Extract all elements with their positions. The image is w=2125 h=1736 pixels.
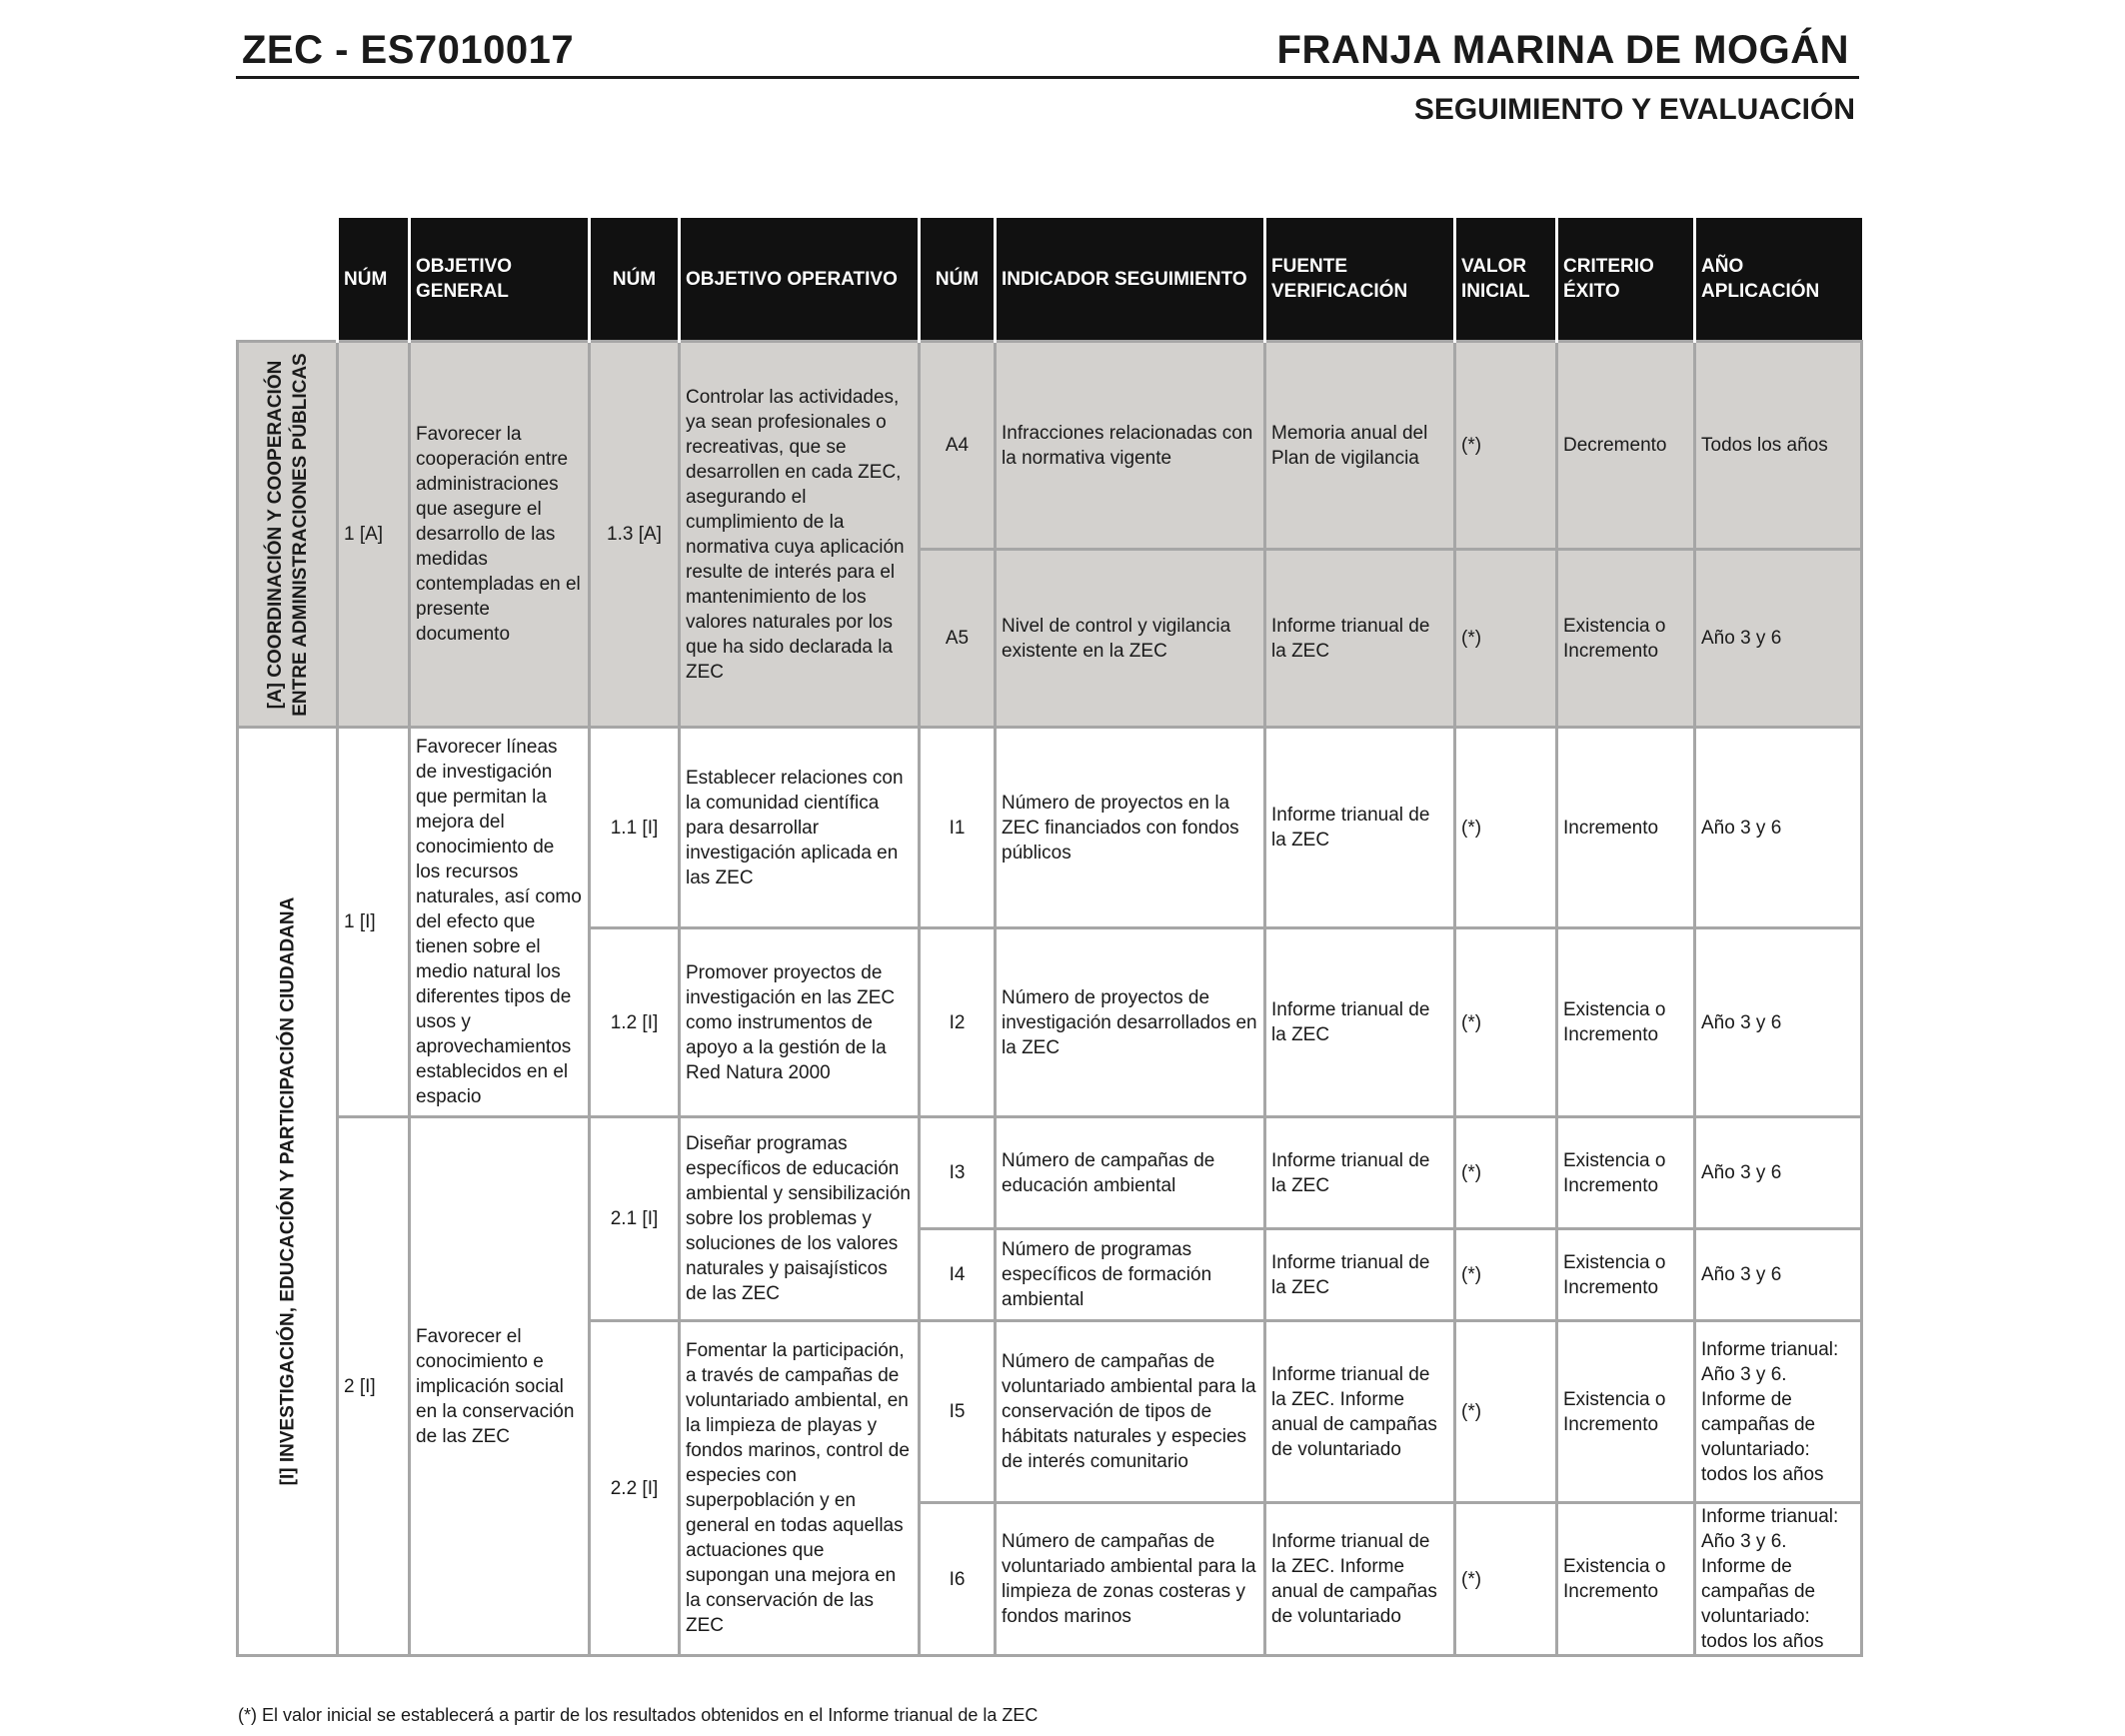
- indicator-text: Número de campañas de voluntariado ambiental para la limpieza de zonas costeras y fondos marinos: [996, 1503, 1265, 1656]
- col-num-general: NÚM: [338, 218, 410, 342]
- col-anio: AÑO APLICACIÓN: [1695, 218, 1862, 342]
- success-criterion: Existencia o Incremento: [1557, 928, 1695, 1117]
- success-criterion: Existencia o Incremento: [1557, 1321, 1695, 1503]
- zec-name-title: FRANJA MARINA DE MOGÁN: [1276, 28, 1849, 72]
- oo-num: 2.2 [I]: [590, 1321, 680, 1656]
- header-blank-cell: [238, 218, 338, 342]
- col-objetivo-general: OBJETIVO GENERAL: [410, 218, 590, 342]
- indicator-text: Infracciones relacionadas con la normativa vigente: [996, 342, 1265, 550]
- source-text: Informe trianual de la ZEC. Informe anual de campañas de voluntariado: [1265, 1503, 1455, 1656]
- application-year: Todos los años: [1695, 342, 1862, 550]
- indicator-code: I1: [920, 728, 996, 928]
- application-year: Año 3 y 6: [1695, 550, 1862, 728]
- document-header: [236, 28, 1859, 79]
- initial-value: (*): [1455, 1503, 1557, 1656]
- source-text: Informe trianual de la ZEC: [1265, 728, 1455, 928]
- zec-code-title: ZEC - ES7010017: [242, 28, 575, 72]
- application-year: Informe trianual: Año 3 y 6. Informe de campañas de voluntariado: todos los años: [1695, 1503, 1862, 1656]
- og-num: 1 [I]: [338, 728, 410, 1117]
- oo-text: Controlar las actividades, ya sean profesionales o recreativas, que se desarrollen en cada ZEC, asegurando el cumplimiento de la normativa cuya aplicación resulte de interés para el mantenimiento de los valores naturales por los que ha sido declarada la ZEC: [680, 342, 920, 728]
- indicator-code: I2: [920, 928, 996, 1117]
- monitoring-table: [236, 218, 1863, 1657]
- oo-num: 1.3 [A]: [590, 342, 680, 728]
- oo-text: Fomentar la participación, a través de campañas de voluntariado ambiental, en la limpieza de playas y fondos marinos, control de especies con superpoblación y en general en todas aquellas actuaciones que supongan una mejora en la conservación de las ZEC: [680, 1321, 920, 1656]
- source-text: Informe trianual de la ZEC: [1265, 928, 1455, 1117]
- source-text: Informe trianual de la ZEC: [1265, 1117, 1455, 1229]
- og-text: Favorecer la cooperación entre administraciones que asegure el desarrollo de las medidas contempladas en el presente documento: [410, 342, 590, 728]
- initial-value: (*): [1455, 928, 1557, 1117]
- col-fuente: FUENTE VERIFICACIÓN: [1265, 218, 1455, 342]
- col-num-indicador: NÚM: [920, 218, 996, 342]
- og-num: 1 [A]: [338, 342, 410, 728]
- indicator-code: I4: [920, 1229, 996, 1321]
- success-criterion: Incremento: [1557, 728, 1695, 928]
- table-row: [238, 728, 1862, 928]
- application-year: Año 3 y 6: [1695, 728, 1862, 928]
- table-row: [238, 342, 1862, 550]
- source-text: Memoria anual del Plan de vigilancia: [1265, 342, 1455, 550]
- oo-text: Establecer relaciones con la comunidad científica para desarrollar investigación aplicada en las ZEC: [680, 728, 920, 928]
- col-indicador: INDICADOR SEGUIMIENTO: [996, 218, 1265, 342]
- success-criterion: Decremento: [1557, 342, 1695, 550]
- initial-value: (*): [1455, 1321, 1557, 1503]
- footnote: (*) El valor inicial se establecerá a partir de los resultados obtenidos en el Informe trianual de la ZEC: [238, 1705, 1039, 1725]
- col-num-operativo: NÚM: [590, 218, 680, 342]
- oo-num: 1.1 [I]: [590, 728, 680, 928]
- source-text: Informe trianual de la ZEC: [1265, 1229, 1455, 1321]
- col-valor: VALOR INICIAL: [1455, 218, 1557, 342]
- success-criterion: Existencia o Incremento: [1557, 1117, 1695, 1229]
- source-text: Informe trianual de la ZEC. Informe anual de campañas de voluntariado: [1265, 1321, 1455, 1503]
- success-criterion: Existencia o Incremento: [1557, 550, 1695, 728]
- section-subtitle: SEGUIMIENTO Y EVALUACIÓN: [1413, 93, 1855, 126]
- source-text: Informe trianual de la ZEC: [1265, 550, 1455, 728]
- indicator-text: Nivel de control y vigilancia existente en la ZEC: [996, 550, 1265, 728]
- og-num: 2 [I]: [338, 1117, 410, 1656]
- oo-num: 2.1 [I]: [590, 1117, 680, 1321]
- initial-value: (*): [1455, 728, 1557, 928]
- section-label-i: [238, 728, 338, 1656]
- indicator-code: I3: [920, 1117, 996, 1229]
- indicator-text: Número de programas específicos de formación ambiental: [996, 1229, 1265, 1321]
- indicator-code: I6: [920, 1503, 996, 1656]
- application-year: Año 3 y 6: [1695, 1117, 1862, 1229]
- indicator-text: Número de campañas de educación ambiental: [996, 1117, 1265, 1229]
- indicator-text: Número de proyectos en la ZEC financiados con fondos públicos: [996, 728, 1265, 928]
- section-a-text: [A] COORDINACIÓN Y COOPERACIÓN ENTRE ADMINISTRACIONES PÚBLICAS: [264, 352, 311, 717]
- og-text: Favorecer líneas de investigación que permitan la mejora del conocimiento de los recursos naturales, así como del efecto que tienen sobre el medio natural los diferentes tipos de usos y aprovechamientos establecidos en el espacio: [410, 728, 590, 1117]
- col-objetivo-operativo: OBJETIVO OPERATIVO: [680, 218, 920, 342]
- oo-text: Promover proyectos de investigación en las ZEC como instrumentos de apoyo a la gestión de la Red Natura 2000: [680, 928, 920, 1117]
- initial-value: (*): [1455, 1229, 1557, 1321]
- section-label-a: [238, 342, 338, 728]
- success-criterion: Existencia o Incremento: [1557, 1229, 1695, 1321]
- section-i-text: [I] INVESTIGACIÓN, EDUCACIÓN Y PARTICIPACIÓN CIUDADANA: [277, 896, 298, 1486]
- oo-text: Diseñar programas específicos de educación ambiental y sensibilización sobre los problemas y soluciones de los valores naturales y paisajísticos de las ZEC: [680, 1117, 920, 1321]
- success-criterion: Existencia o Incremento: [1557, 1503, 1695, 1656]
- initial-value: (*): [1455, 1117, 1557, 1229]
- indicator-text: Número de campañas de voluntariado ambiental para la conservación de tipos de hábitats naturales y especies de interés comunitario: [996, 1321, 1265, 1503]
- indicator-code: I5: [920, 1321, 996, 1503]
- indicator-text: Número de proyectos de investigación desarrollados en la ZEC: [996, 928, 1265, 1117]
- application-year: Año 3 y 6: [1695, 928, 1862, 1117]
- col-criterio: CRITERIO ÉXITO: [1557, 218, 1695, 342]
- application-year: Año 3 y 6: [1695, 1229, 1862, 1321]
- og-text: Favorecer el conocimiento e implicación social en la conservación de las ZEC: [410, 1117, 590, 1656]
- oo-num: 1.2 [I]: [590, 928, 680, 1117]
- application-year: Informe trianual: Año 3 y 6. Informe de campañas de voluntariado: todos los años: [1695, 1321, 1862, 1503]
- indicator-code: A5: [920, 550, 996, 728]
- initial-value: (*): [1455, 342, 1557, 550]
- initial-value: (*): [1455, 550, 1557, 728]
- table-row: [238, 1117, 1862, 1229]
- indicator-code: A4: [920, 342, 996, 550]
